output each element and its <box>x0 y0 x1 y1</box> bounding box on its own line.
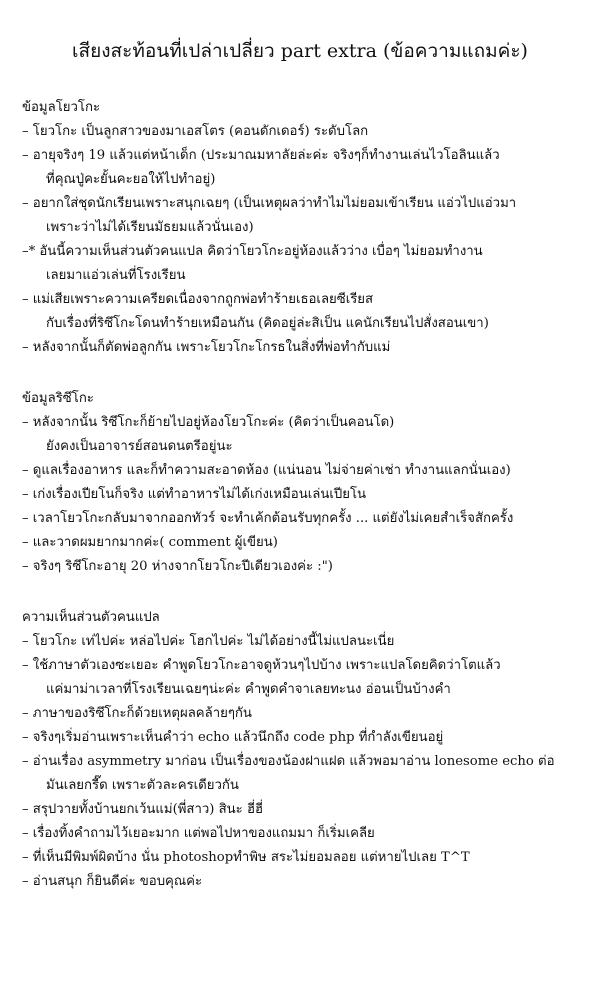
list-item <box>22 411 592 459</box>
section-yoko-info <box>22 96 592 360</box>
list-item <box>22 459 592 483</box>
list-item <box>22 144 592 192</box>
list-item <box>22 750 592 798</box>
section-spacer <box>22 360 592 387</box>
item-line: – จริงๆ ริซึโกะอายุ 20 ห่างจากโยวโกะปีเดียวเองค่ะ :") <box>22 559 333 574</box>
item-line: แค่มาม่าเวลาที่โรงเรียนเฉยๆน่ะค่ะ คำพูดคำจาเลยทะนง อ่อนเป็นบ้างคำ <box>46 682 451 697</box>
section-spacer <box>22 579 592 606</box>
list-item <box>22 870 592 894</box>
item-line: ยังคงเป็นอาจารย์สอนดนตรีอยู่นะ <box>46 439 233 454</box>
item-line: – ที่เห็นมีพิมพ์ผิดบ้าง นั่น photoshopทำพิษ สระไม่ยอมลอย แต่หายไปเลย T^T <box>22 850 470 865</box>
section-translator-notes <box>22 606 592 894</box>
item-line: – ดูแลเรื่องอาหาร และก็ทำความสะอาดห้อง (แน่นอน ไม่จ่ายค่าเช่า ทำงานแลกนั่นเอง) <box>22 463 511 478</box>
item-line: – อ่านเรื่อง asymmetry มาก่อน เป็นเรื่องของน้องฝาแฝด แล้วพอมาอ่าน lonesome echo ต่อ <box>22 754 555 769</box>
item-line: – ใช้ภาษาตัวเองซะเยอะ คำพูดโยวโกะอาจดูห้วนๆไปบ้าง เพราะแปลโดยคิดว่าโตแล้ว <box>22 658 501 673</box>
item-line: – ภาษาของริซึโกะก็ด้วยเหตุผลคล้ายๆกัน <box>22 706 252 721</box>
list-item <box>22 120 592 144</box>
list-item <box>22 483 592 507</box>
list-item <box>22 654 592 702</box>
list-item <box>22 192 592 240</box>
item-line: –* อันนี้ความเห็นส่วนตัวคนแปล คิดว่าโยวโกะอยู่ห้องแล้วว่าง เบื่อๆ ไม่ยอมทำงาน <box>22 244 483 259</box>
item-line: – โยวโกะ เท่ไปค่ะ หล่อไปค่ะ โฮกไปค่ะ ไม่ได้อย่างนี้ไม่แปลนะเนี่ย <box>22 634 395 649</box>
list-item <box>22 702 592 726</box>
item-line: ที่คุณปู่คะยั้นคะยอให้ไปทำอยู่) <box>46 172 216 187</box>
list-item <box>22 507 592 531</box>
item-line: – จริงๆเริ่มอ่านเพราะเห็นคำว่า echo แล้วนึกถึง code php ที่กำลังเขียนอยู่ <box>22 730 444 745</box>
document-body <box>22 96 592 894</box>
list-item <box>22 555 592 579</box>
section-heading: ข้อมูลโยวโกะ <box>22 100 101 115</box>
section-ritsuko-info <box>22 387 592 579</box>
section-heading: ข้อมูลริซึโกะ <box>22 391 94 406</box>
item-line: – แม่เสียเพราะความเครียดเนื่องจากถูกพ่อทำร้ายเธอเลยซีเรียส <box>22 292 374 307</box>
item-line: – โยวโกะ เป็นลูกสาวของมาเอสโตร (คอนดักเดอร์) ระดับโลก <box>22 124 369 139</box>
list-item <box>22 288 592 336</box>
list-item <box>22 531 592 555</box>
item-line: – อยากใส่ชุดนักเรียนเพราะสนุกเฉยๆ (เป็นเหตุผลว่าทำไมไม่ยอมเข้าเรียน แอ่วไปแอ่วมา <box>22 196 517 211</box>
list-item <box>22 846 592 870</box>
item-line: – เวลาโยวโกะกลับมาจากออกทัวร์ จะทำเค้กต้อนรับทุกครั้ง ... แต่ยังไม่เคยสำเร็จสักครั้ง <box>22 511 514 526</box>
item-line: – เก่งเรื่องเปียโนก็จริง แต่ทำอาหารไม่ได้เก่งเหมือนเล่นเปียโน <box>22 487 367 502</box>
list-item <box>22 240 592 288</box>
item-line: เลยมาแอ่วเล่นที่โรงเรียน <box>46 268 186 283</box>
list-item <box>22 630 592 654</box>
section-heading: ความเห็นส่วนตัวคนแปล <box>22 610 160 625</box>
item-line: – สรุปวายทั้งบ้านยกเว้นแม่(พี่สาว) สินะ ฮี่ฮี่ <box>22 802 264 817</box>
item-line: – อ่านสนุก ก็ยินดีค่ะ ขอบคุณค่ะ <box>22 874 203 889</box>
item-line: – หลังจากนั้นก็ตัดพ่อลูกกัน เพราะโยวโกะโกรธในสิ่งที่พ่อทำกับแม่ <box>22 340 391 355</box>
item-line: – หลังจากนั้น ริซึโกะก็ย้ายไปอยู่ห้องโยวโกะค่ะ (คิดว่าเป็นคอนโด) <box>22 415 395 430</box>
list-item <box>22 798 592 822</box>
list-item <box>22 726 592 750</box>
item-line: มันเลยกรี๊ด เพราะตัวละครเดียวกัน <box>46 778 239 793</box>
item-line: – และวาดผมยากมากค่ะ( comment ผู้เขียน) <box>22 535 278 550</box>
item-line: – เรื่องทิ้งคำถามไว้เยอะมาก แต่พอไปหาของแถมมา ก็เริ่มเคลีย <box>22 826 375 841</box>
page-title: เสียงสะท้อนที่เปล่าเปลี่ยว part extra (ข้อความแถมค่ะ) <box>72 40 528 62</box>
list-item <box>22 336 592 360</box>
item-line: เพราะว่าไม่ได้เรียนมัธยมแล้วนั่นเอง) <box>46 220 254 235</box>
item-line: – อายุจริงๆ 19 แล้วแต่หน้าเด็ก (ประมาณมหาลัยล่ะค่ะ จริงๆก็ทำงานเล่นไวโอลินแล้ว <box>22 148 500 163</box>
item-line: กับเรื่องที่ริซึโกะโดนทำร้ายเหมือนกัน (คิดอยู่ล่ะสิเป็น แคนักเรียนไปสั่งสอนเขา) <box>46 316 489 331</box>
list-item <box>22 822 592 846</box>
